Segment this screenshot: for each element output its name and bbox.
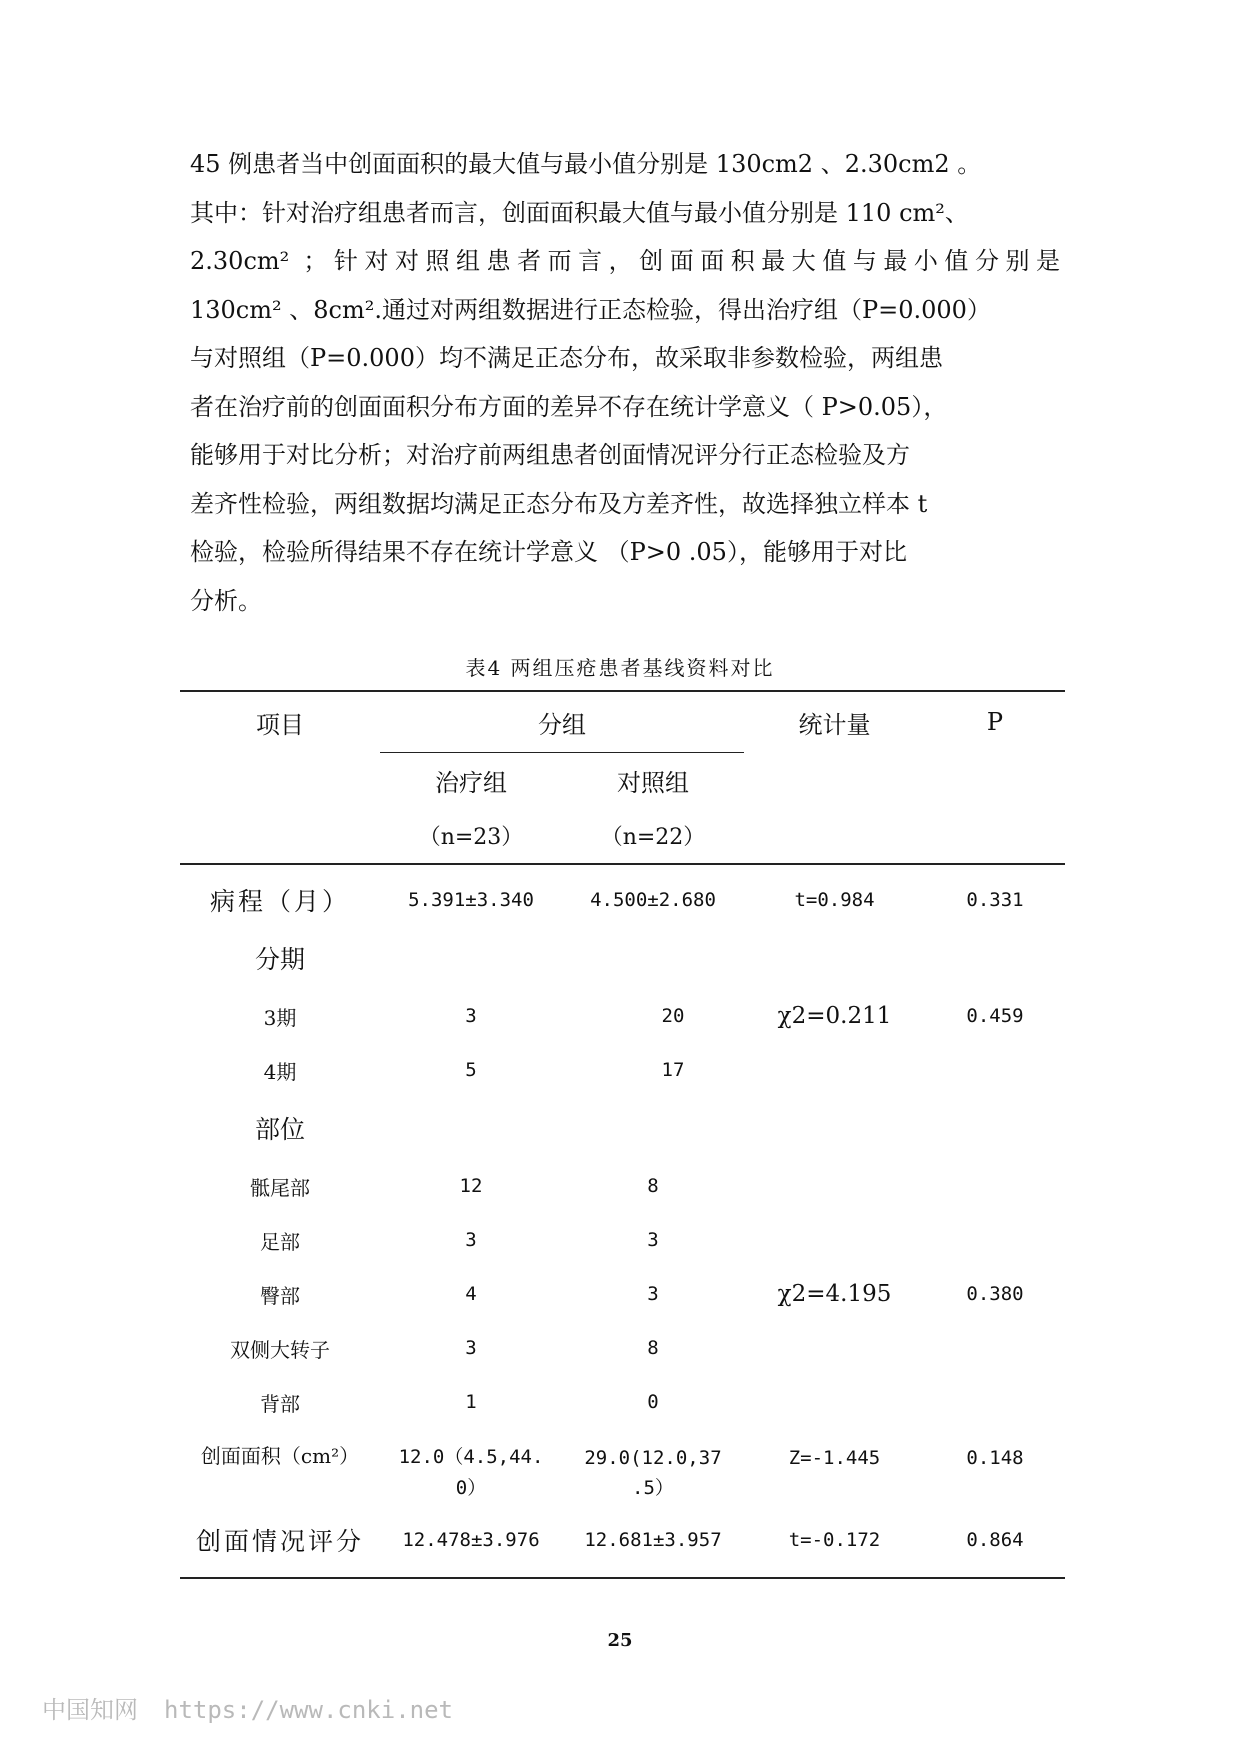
header-control-n: （n=22） — [562, 807, 744, 864]
section-label: 分期 — [254, 945, 305, 974]
cell-control: 12.681±3.957 — [562, 1509, 744, 1578]
paragraph-line: 2.30cm² ；针对对照组患者而言，创面面积最大值与最小值分别是 — [190, 247, 1060, 275]
cell-p: 0.148 — [966, 1447, 1024, 1469]
cell-control: 3 — [647, 1283, 659, 1305]
paragraph-line: 检验，检验所得结果不存在统计学意义 （P>0 .05），能够用于对比 — [190, 538, 907, 566]
cell-p: 0.864 — [925, 1509, 1065, 1578]
row-label: 3期 — [263, 1005, 297, 1030]
header-treatment-n: （n=23） — [380, 807, 562, 864]
paragraph-line: 分析。 — [190, 586, 262, 615]
cell-treatment: 3 — [465, 1337, 477, 1359]
table-row — [180, 1213, 1065, 1267]
paragraph-line: 者在治疗前的创面面积分布方面的差异不存在统计学意义（ P>0.05）， — [190, 392, 948, 421]
row-label: 创面情况评分 — [180, 1509, 380, 1578]
table-row — [180, 1159, 1065, 1213]
row-label: 双侧大转子 — [230, 1337, 330, 1362]
header-stat: 统计量 — [744, 691, 925, 753]
cell-control-wrap: .5） — [632, 1477, 674, 1499]
cell-treatment: 5 — [465, 1059, 477, 1081]
cell-stat: t=-0.172 — [744, 1509, 925, 1578]
cell-control: 8 — [647, 1337, 659, 1359]
cell-stat: χ2=0.211 — [777, 1003, 892, 1029]
cell-control: 8 — [647, 1175, 659, 1197]
page-number: 25 — [607, 1630, 633, 1651]
watermark-url: https://www.cnki.net — [164, 1696, 453, 1724]
header-control: 对照组 — [617, 768, 689, 797]
table-row — [180, 1043, 1065, 1097]
cell-treatment-wrap: 0） — [455, 1477, 487, 1499]
cell-treatment: 12 — [459, 1175, 483, 1197]
row-label: 足部 — [260, 1229, 300, 1254]
table-header-row — [180, 691, 1065, 753]
table-row — [180, 1509, 1065, 1578]
table-row — [180, 1321, 1065, 1375]
cell-control: 17 — [661, 1059, 685, 1081]
cell-treatment: 12.478±3.976 — [380, 1509, 562, 1578]
paragraph-line: 其中：针对治疗组患者而言，创面面积最大值与最小值分别是 110 cm²、 — [190, 198, 969, 227]
cell-stat: t=0.984 — [794, 889, 875, 911]
section-label: 部位 — [254, 1115, 305, 1144]
paragraph-line: 与对照组（P=0.000）均不满足正态分布，故采取非参数检验，两组患 — [190, 344, 943, 372]
table-subheader-row — [180, 753, 1065, 808]
cell-treatment: 3 — [465, 1229, 477, 1251]
baseline-comparison-table — [180, 690, 1065, 1579]
row-label: 4期 — [263, 1059, 297, 1084]
watermark-brand: 中国知网 — [42, 1696, 138, 1724]
table-row — [180, 864, 1065, 927]
cell-treatment: 3 — [465, 1005, 477, 1027]
cell-treatment: 1 — [465, 1391, 477, 1413]
table-section-row — [180, 927, 1065, 989]
cell-p: 0.459 — [966, 1005, 1024, 1027]
table-caption: 表4 两组压疮患者基线资料对比 — [465, 656, 775, 680]
table-section-row — [180, 1097, 1065, 1159]
cell-treatment: 12.0（4.5,44. — [398, 1446, 544, 1468]
cell-p: 0.331 — [966, 889, 1024, 911]
row-label: 创面面积（cm²） — [200, 1444, 360, 1468]
row-label: 背部 — [260, 1391, 300, 1416]
header-p: P — [925, 691, 1065, 753]
table-row — [180, 1267, 1065, 1321]
header-group: 分组 — [380, 691, 744, 753]
body-paragraph — [190, 140, 1060, 625]
paragraph-line: 能够用于对比分析；对治疗前两组患者创面情况评分行正态检验及方 — [190, 441, 910, 469]
cell-control: 4.500±2.680 — [590, 889, 716, 911]
table-row — [180, 1429, 1065, 1473]
cell-control: 20 — [661, 1005, 685, 1027]
cell-stat: χ2=4.195 — [777, 1281, 892, 1307]
paragraph-line: 45 例患者当中创面面积的最大值与最小值分别是 130cm2 、2.30cm2 。 — [190, 150, 982, 178]
cell-p: 0.380 — [966, 1283, 1024, 1305]
cell-treatment: 4 — [465, 1283, 477, 1305]
cell-control: 3 — [647, 1229, 659, 1251]
cell-control: 0 — [647, 1391, 659, 1413]
paragraph-line: 差齐性检验，两组数据均满足正态分布及方差齐性，故选择独立样本 t — [190, 489, 928, 518]
row-label: 臀部 — [260, 1283, 300, 1308]
table-row — [180, 989, 1065, 1043]
cnki-watermark — [42, 1690, 453, 1725]
paragraph-line: 130cm² 、8cm².通过对两组数据进行正态检验，得出治疗组（P=0.000） — [190, 295, 991, 324]
header-item: 项目 — [180, 691, 380, 753]
table-row-continuation — [180, 1473, 1065, 1509]
cell-stat: Z=-1.445 — [788, 1447, 881, 1469]
row-label: 病程（月） — [209, 887, 350, 916]
table-row — [180, 1375, 1065, 1429]
header-treatment: 治疗组 — [435, 768, 507, 797]
row-label: 骶尾部 — [250, 1175, 310, 1200]
table-sample-size-row — [180, 807, 1065, 864]
cell-treatment: 5.391±3.340 — [408, 889, 534, 911]
cell-control: 29.0(12.0,37 — [584, 1447, 722, 1469]
